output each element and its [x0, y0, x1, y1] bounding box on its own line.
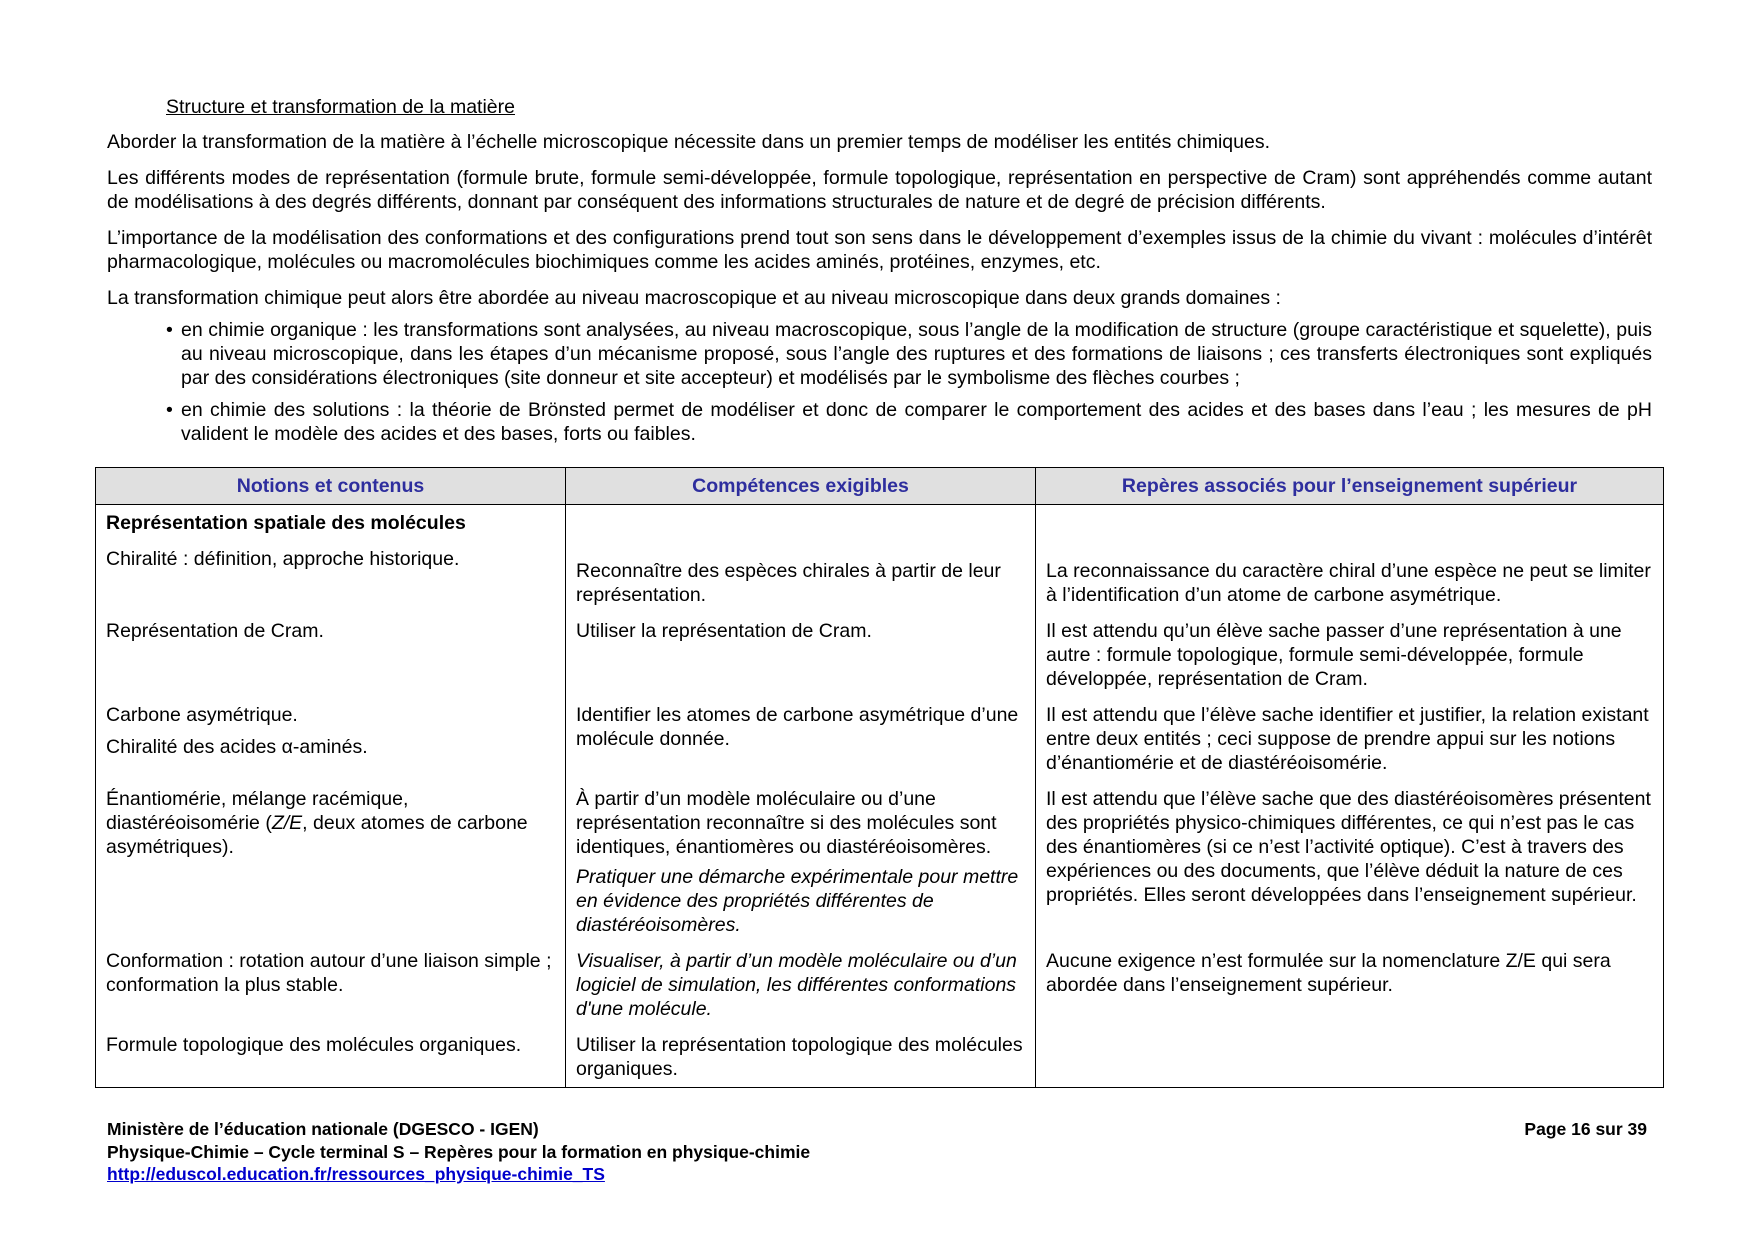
- notion-text: Chiralité : définition, approche historique.: [106, 548, 460, 570]
- repere-text: Il est attendu qu’un élève sache passer d’une représentation à une autre : formule topologique, formule semi-développée, formule développée, représentation de Cram.: [1046, 620, 1622, 690]
- repere-cell: [1036, 1021, 1664, 1088]
- notion-text: Carbone asymétrique.: [106, 704, 298, 726]
- section-title: Structure et transformation de la matière: [166, 96, 515, 118]
- page-footer: [107, 1118, 1647, 1186]
- competence-cell: [566, 775, 1036, 937]
- table-row: [96, 775, 1664, 937]
- competence-text: Visualiser, à partir d’un modèle moléculaire ou d’un logiciel de simulation, les différentes conformations d'une molécule.: [576, 950, 1017, 1020]
- bullet-icon: •: [166, 319, 173, 341]
- repere-text: La reconnaissance du caractère chiral d’une espèce ne peut se limiter à l’identification d’un atome de carbone asymétrique.: [1046, 560, 1651, 606]
- intro-paragraph-4: La transformation chimique peut alors être abordée au niveau macroscopique et au niveau microscopique dans deux grands domaines :: [107, 287, 1281, 309]
- competence-text: Utiliser la représentation de Cram.: [576, 620, 872, 642]
- bullet-text-solutions: en chimie des solutions : la théorie de Brönsted permet de modéliser et donc de comparer le comportement des acides et des bases dans l’eau ; les mesures de pH valident le modèle des acides et des bases, forts ou faibles.: [181, 399, 1652, 445]
- repere-cell: [1036, 937, 1664, 1021]
- bullet-icon: •: [166, 399, 173, 421]
- greek-alpha: α: [281, 736, 293, 758]
- notions-cell: [96, 691, 566, 775]
- intro-text: [107, 130, 1652, 458]
- table-row: [96, 937, 1664, 1021]
- table-row: [96, 607, 1664, 691]
- repere-cell: [1036, 505, 1664, 608]
- notion-fragment: Chiralité des acides: [106, 736, 282, 758]
- notion-text: [106, 735, 555, 759]
- list-item: [107, 398, 1652, 446]
- table-row: [96, 505, 1664, 608]
- competence-text: À partir d’un modèle moléculaire ou d’une représentation reconnaître si des molécules sont identiques, énantiomères ou diastéréoisomères.: [576, 788, 997, 858]
- page-number: Page 16 sur 39: [1524, 1119, 1647, 1139]
- notions-cell: [96, 1021, 566, 1088]
- repere-text: Il est attendu que l’élève sache que des diastéréoisomères présentent des propriétés physico-chimiques différentes, ce qui n’est pas le cas des énantiomères (si ce n’est l’activité optique). C’est à travers des expériences ou des documents, que l’élève déduit la nature de ces propriétés. Elles seront développées dans l’enseignement supérieur.: [1046, 788, 1651, 906]
- bullet-text-organic: en chimie organique : les transformations sont analysées, au niveau macroscopique, sous l’angle de la modification de structure (groupe caractéristique et squelette), puis au niveau microscopique, dans les étapes d’un mécanisme proposé, sous l’angle des ruptures et des formations de liaisons ; ces transferts électroniques sont expliqués par des considérations électroniques (site donneur et site accepteur) et modélisés par le symbolisme des flèches courbes ;: [181, 319, 1652, 389]
- notion-fragment: , deux atomes de carbone asymétriques).: [106, 812, 528, 858]
- notions-cell: [96, 607, 566, 691]
- intro-paragraph-1: Aborder la transformation de la matière à l’échelle microscopique nécessite dans un premier temps de modéliser les entités chimiques.: [107, 131, 1270, 153]
- competence-cell: [566, 505, 1036, 608]
- notion-fragment: Z/E: [271, 812, 303, 834]
- notion-text: Formule topologique des molécules organiques.: [106, 1034, 522, 1056]
- header-notions: Notions et contenus: [96, 468, 566, 505]
- header-competences: Compétences exigibles: [566, 468, 1036, 505]
- notion-fragment: -aminés.: [292, 736, 368, 758]
- footer-ministry: Ministère de l’éducation nationale (DGESCO - IGEN): [107, 1119, 539, 1139]
- table-row: [96, 1021, 1664, 1088]
- notion-fragment: Énantiomérie, mélange racémique, diastéréoisomérie (: [106, 788, 409, 834]
- notions-cell: [96, 937, 566, 1021]
- competence-cell: [566, 691, 1036, 775]
- notions-cell: [96, 775, 566, 937]
- competence-cell: [566, 607, 1036, 691]
- competence-cell: [566, 1021, 1036, 1088]
- header-reperes: Repères associés pour l’enseignement supérieur: [1036, 468, 1664, 505]
- domain-list: [107, 318, 1652, 446]
- competence-text: Pratiquer une démarche expérimentale pour mettre en évidence des propriétés différentes de diastéréoisomères.: [576, 866, 1019, 936]
- footer-link[interactable]: http://eduscol.education.fr/ressources_physique-chimie_TS: [107, 1164, 605, 1184]
- notion-text: Conformation : rotation autour d’une liaison simple ; conformation la plus stable.: [106, 950, 552, 996]
- repere-text: Il est attendu que l’élève sache identifier et justifier, la relation existant entre deux entités ; ceci suppose de prendre appui sur les notions d’énantiomérie et de diastéréoisomérie.: [1046, 704, 1649, 774]
- notion-text: [106, 787, 555, 859]
- table-header-row: [96, 468, 1664, 505]
- competence-text: Reconnaître des espèces chirales à partir de leur représentation.: [576, 560, 1001, 606]
- intro-paragraph-2: Les différents modes de représentation (formule brute, formule semi-développée, formule topologique, représentation en perspective de Cram) sont appréhendés comme autant de modélisations à des degrés différents, donnant par conséquent des informations structurales de nature et de degré de précision différents.: [107, 167, 1652, 213]
- notion-text: Représentation de Cram.: [106, 620, 324, 642]
- competence-cell: [566, 937, 1036, 1021]
- program-table: [95, 467, 1664, 1088]
- intro-paragraph-3: L’importance de la modélisation des conformations et des configurations prend tout son sens dans le développement d’exemples issus de la chimie du vivant : molécules d’intérêt pharmacologique, molécules ou macromolécules biochimiques comme les acides aminés, protéines, enzymes, etc.: [107, 227, 1652, 273]
- notions-cell: [96, 505, 566, 608]
- repere-cell: [1036, 775, 1664, 937]
- repere-cell: [1036, 691, 1664, 775]
- repere-cell: [1036, 607, 1664, 691]
- repere-text: Aucune exigence n’est formulée sur la nomenclature Z/E qui sera abordée dans l’enseignement supérieur.: [1046, 950, 1611, 996]
- table-row: [96, 691, 1664, 775]
- footer-document-title: Physique-Chimie – Cycle terminal S – Repères pour la formation en physique-chimie: [107, 1141, 811, 1162]
- competence-text: Identifier les atomes de carbone asymétrique d’une molécule donnée.: [576, 704, 1019, 750]
- row-heading: Représentation spatiale des molécules: [106, 512, 466, 534]
- list-item: [107, 318, 1652, 390]
- competence-text: Utiliser la représentation topologique des molécules organiques.: [576, 1034, 1023, 1080]
